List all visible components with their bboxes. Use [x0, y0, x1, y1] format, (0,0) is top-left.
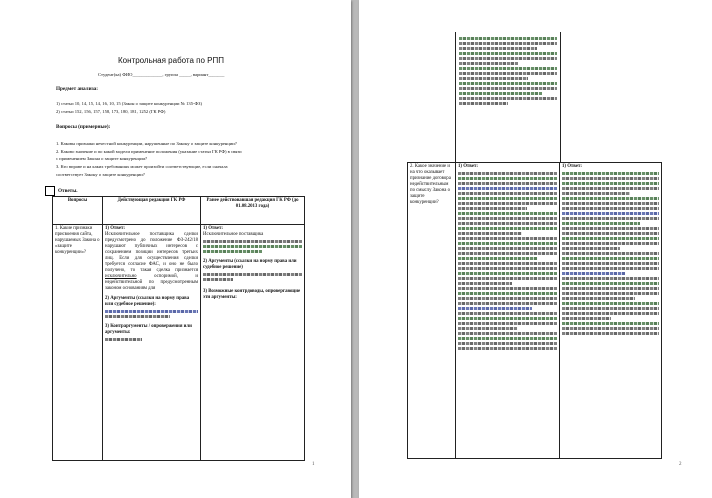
question-line: соответствует Закону о защите конкуренции? — [56, 172, 145, 177]
blurred-text — [458, 272, 557, 275]
blurred-text — [458, 197, 557, 200]
blurred-text — [458, 237, 557, 240]
blurred-text — [459, 82, 557, 85]
table-header-row — [53, 197, 305, 225]
blurred-text — [562, 297, 635, 300]
answer-label: 1) Ответ: — [105, 226, 125, 231]
question-text: 2. Какое значение и на что оказывает признание договора недействительным по смыслу Закона о защите конкуренции? — [410, 164, 451, 205]
blurred-text — [458, 192, 557, 195]
blurred-text — [458, 317, 557, 320]
table-row — [53, 225, 305, 461]
counter-arguments-label: 3) Контраргументы / опровержения или аргументы: — [105, 324, 192, 335]
blurred-text — [562, 302, 659, 305]
blurred-text — [562, 177, 659, 180]
answer-label: 1) Ответ: — [203, 226, 223, 231]
blurred-text — [458, 247, 557, 250]
blurred-text — [562, 262, 659, 265]
blurred-text — [562, 237, 659, 240]
blurred-text — [562, 232, 659, 235]
blurred-text — [562, 252, 659, 255]
previous-edition-cell — [201, 225, 305, 461]
blurred-text — [562, 212, 659, 215]
blurred-text — [562, 247, 620, 250]
blurred-text — [562, 202, 659, 205]
header-previous-edition: Ранее действовавшая редакция ГК РФ (до 01.08.2013 года) — [201, 197, 305, 225]
arguments-label: 2) Аргументы (ссылки на норму права или судебное решение): — [105, 296, 190, 307]
blurred-text — [562, 332, 659, 335]
blurred-text — [562, 277, 659, 280]
blurred-text — [105, 338, 142, 341]
continuation-cell — [455, 32, 561, 162]
blurred-text — [562, 217, 659, 220]
blurred-text — [562, 192, 630, 195]
blurred-text — [458, 327, 517, 330]
blurred-text — [105, 315, 170, 318]
blurred-text — [562, 272, 625, 275]
blurred-text — [459, 97, 557, 100]
header-current-edition: Действующая редакция ГК РФ — [103, 197, 201, 225]
blurred-text — [459, 102, 508, 105]
table-row — [408, 163, 662, 459]
arguments-label: 2) Аргументы (ссылки на норму права или судебное решение) — [203, 259, 297, 270]
blurred-text — [105, 310, 198, 313]
blurred-text — [562, 227, 659, 230]
blurred-text — [458, 262, 557, 265]
question-line: 3. Кто вправе и на каких требованиях может произойти соответствующие, если сначала — [56, 164, 228, 169]
answers-table-continued — [407, 162, 662, 459]
document-page-1 — [0, 0, 351, 498]
answers-label: Ответы. — [58, 188, 78, 194]
subject-item: 2) статьи 152, 156, 157, 158, 173, 180, 181, 1252 (ГК РФ) — [56, 109, 166, 114]
blurred-text — [562, 327, 659, 330]
blurred-text — [458, 187, 557, 190]
blurred-text — [458, 222, 557, 225]
question-cell — [408, 163, 456, 459]
previous-edition-cell — [560, 163, 662, 459]
blurred-text — [562, 282, 659, 285]
blurred-text — [562, 287, 659, 290]
document-title: Контрольная работа по РПП — [118, 56, 225, 65]
question-line: с применением Закона о защите конкуренции? — [56, 156, 148, 161]
subject-label: Предмет анализа: — [56, 86, 98, 92]
blurred-text — [458, 312, 557, 315]
blurred-text — [458, 207, 527, 210]
blurred-text — [458, 242, 557, 245]
blurred-text — [562, 267, 659, 270]
blurred-text — [458, 257, 537, 260]
blurred-text — [458, 307, 532, 310]
blurred-text — [458, 227, 557, 230]
blurred-text — [458, 172, 557, 175]
blurred-text — [458, 252, 557, 255]
answer-label: 1) Ответ: — [562, 164, 582, 169]
current-edition-cell — [456, 163, 560, 459]
subject-item: 1) статьи 10, 14, 15, 14, 16, 10, 15 (Закон о защите конкуренции № 135-ФЗ) — [56, 101, 203, 106]
table-anchor-marker — [45, 186, 55, 196]
question-line: 1. Каковы признаки нечестной конкуренции, нарушенные по Закону о защите конкуренции? — [56, 141, 237, 146]
blurred-text — [459, 37, 557, 40]
blurred-text — [459, 87, 557, 90]
question-text: 1. Какие признаки присвоения сайта, нарушаемых Закона о «защите конкуренции»? — [55, 226, 100, 255]
blurred-text — [459, 57, 557, 60]
blurred-text — [459, 77, 528, 80]
blurred-text — [459, 62, 518, 65]
blurred-text — [562, 317, 611, 320]
blurred-text — [562, 292, 659, 295]
blurred-text — [562, 322, 659, 325]
blurred-text — [458, 202, 557, 205]
current-edition-cell — [103, 225, 201, 461]
blurred-text — [458, 342, 557, 345]
blurred-text — [562, 312, 659, 315]
blurred-text — [458, 322, 557, 325]
blurred-text — [458, 267, 557, 270]
student-line: Студент(ка) ФИО_____________, группа _____, вариант_______ — [98, 72, 225, 77]
answer-text: Исключительное поставщика сделки предусмотрено до положение ФЗ-242/18 нарушают публичных интересов с сохранением позиции интересов третьих лиц. Если для осуществления сделки требуется согласие ФАС, и оно не было получено, то такая сделка признается исключительно оспоримой, и недействительной по предусмотренным законом основаниям для — [105, 232, 199, 291]
blurred-text — [203, 250, 262, 253]
blurred-text — [458, 232, 522, 235]
questions-label: Вопросы (примерные): — [56, 124, 111, 130]
blurred-text — [459, 92, 542, 95]
blurred-text — [458, 287, 557, 290]
blurred-text — [562, 172, 659, 175]
blurred-text — [459, 52, 557, 55]
page-number: 1 — [312, 462, 315, 467]
header-questions: Вопросы — [53, 197, 103, 225]
blurred-text — [203, 273, 302, 276]
answer-label: 1) Ответ: — [458, 164, 478, 169]
blurred-text — [562, 242, 659, 245]
blurred-text — [562, 187, 659, 190]
document-page-2 — [359, 0, 712, 498]
blurred-text — [562, 197, 659, 200]
blurred-text — [458, 302, 557, 305]
blurred-text — [458, 182, 557, 185]
answers-table — [52, 196, 305, 461]
blurred-text — [458, 347, 557, 350]
blurred-text — [203, 245, 302, 248]
question-line: 2. Каково значение и по какой модели применение положения (указание статьи ГК РФ) в связи — [56, 149, 242, 154]
page-number: 2 — [679, 462, 682, 467]
blurred-text — [458, 292, 557, 295]
question-cell — [53, 225, 103, 461]
blurred-text — [458, 332, 557, 335]
blurred-text — [458, 217, 557, 220]
counter-arguments-label: 3) Возможные контрдоводы, опровергающие эти аргументы: — [203, 289, 301, 300]
blurred-text — [458, 212, 557, 215]
blurred-text — [458, 297, 557, 300]
blurred-text — [203, 240, 302, 243]
blurred-text — [562, 307, 659, 310]
blurred-text — [562, 182, 659, 185]
blurred-text — [562, 207, 659, 210]
blurred-text — [458, 277, 557, 280]
blurred-text — [458, 337, 557, 340]
blurred-text — [459, 47, 537, 50]
blurred-text — [458, 282, 512, 285]
blurred-text — [459, 72, 557, 75]
answer-text: Исключительное поставщика — [203, 232, 264, 237]
blurred-text — [203, 278, 233, 281]
blurred-text — [458, 177, 557, 180]
blurred-text — [459, 67, 557, 70]
blurred-text — [562, 257, 659, 260]
blurred-text — [459, 42, 557, 45]
blurred-text — [562, 222, 640, 225]
